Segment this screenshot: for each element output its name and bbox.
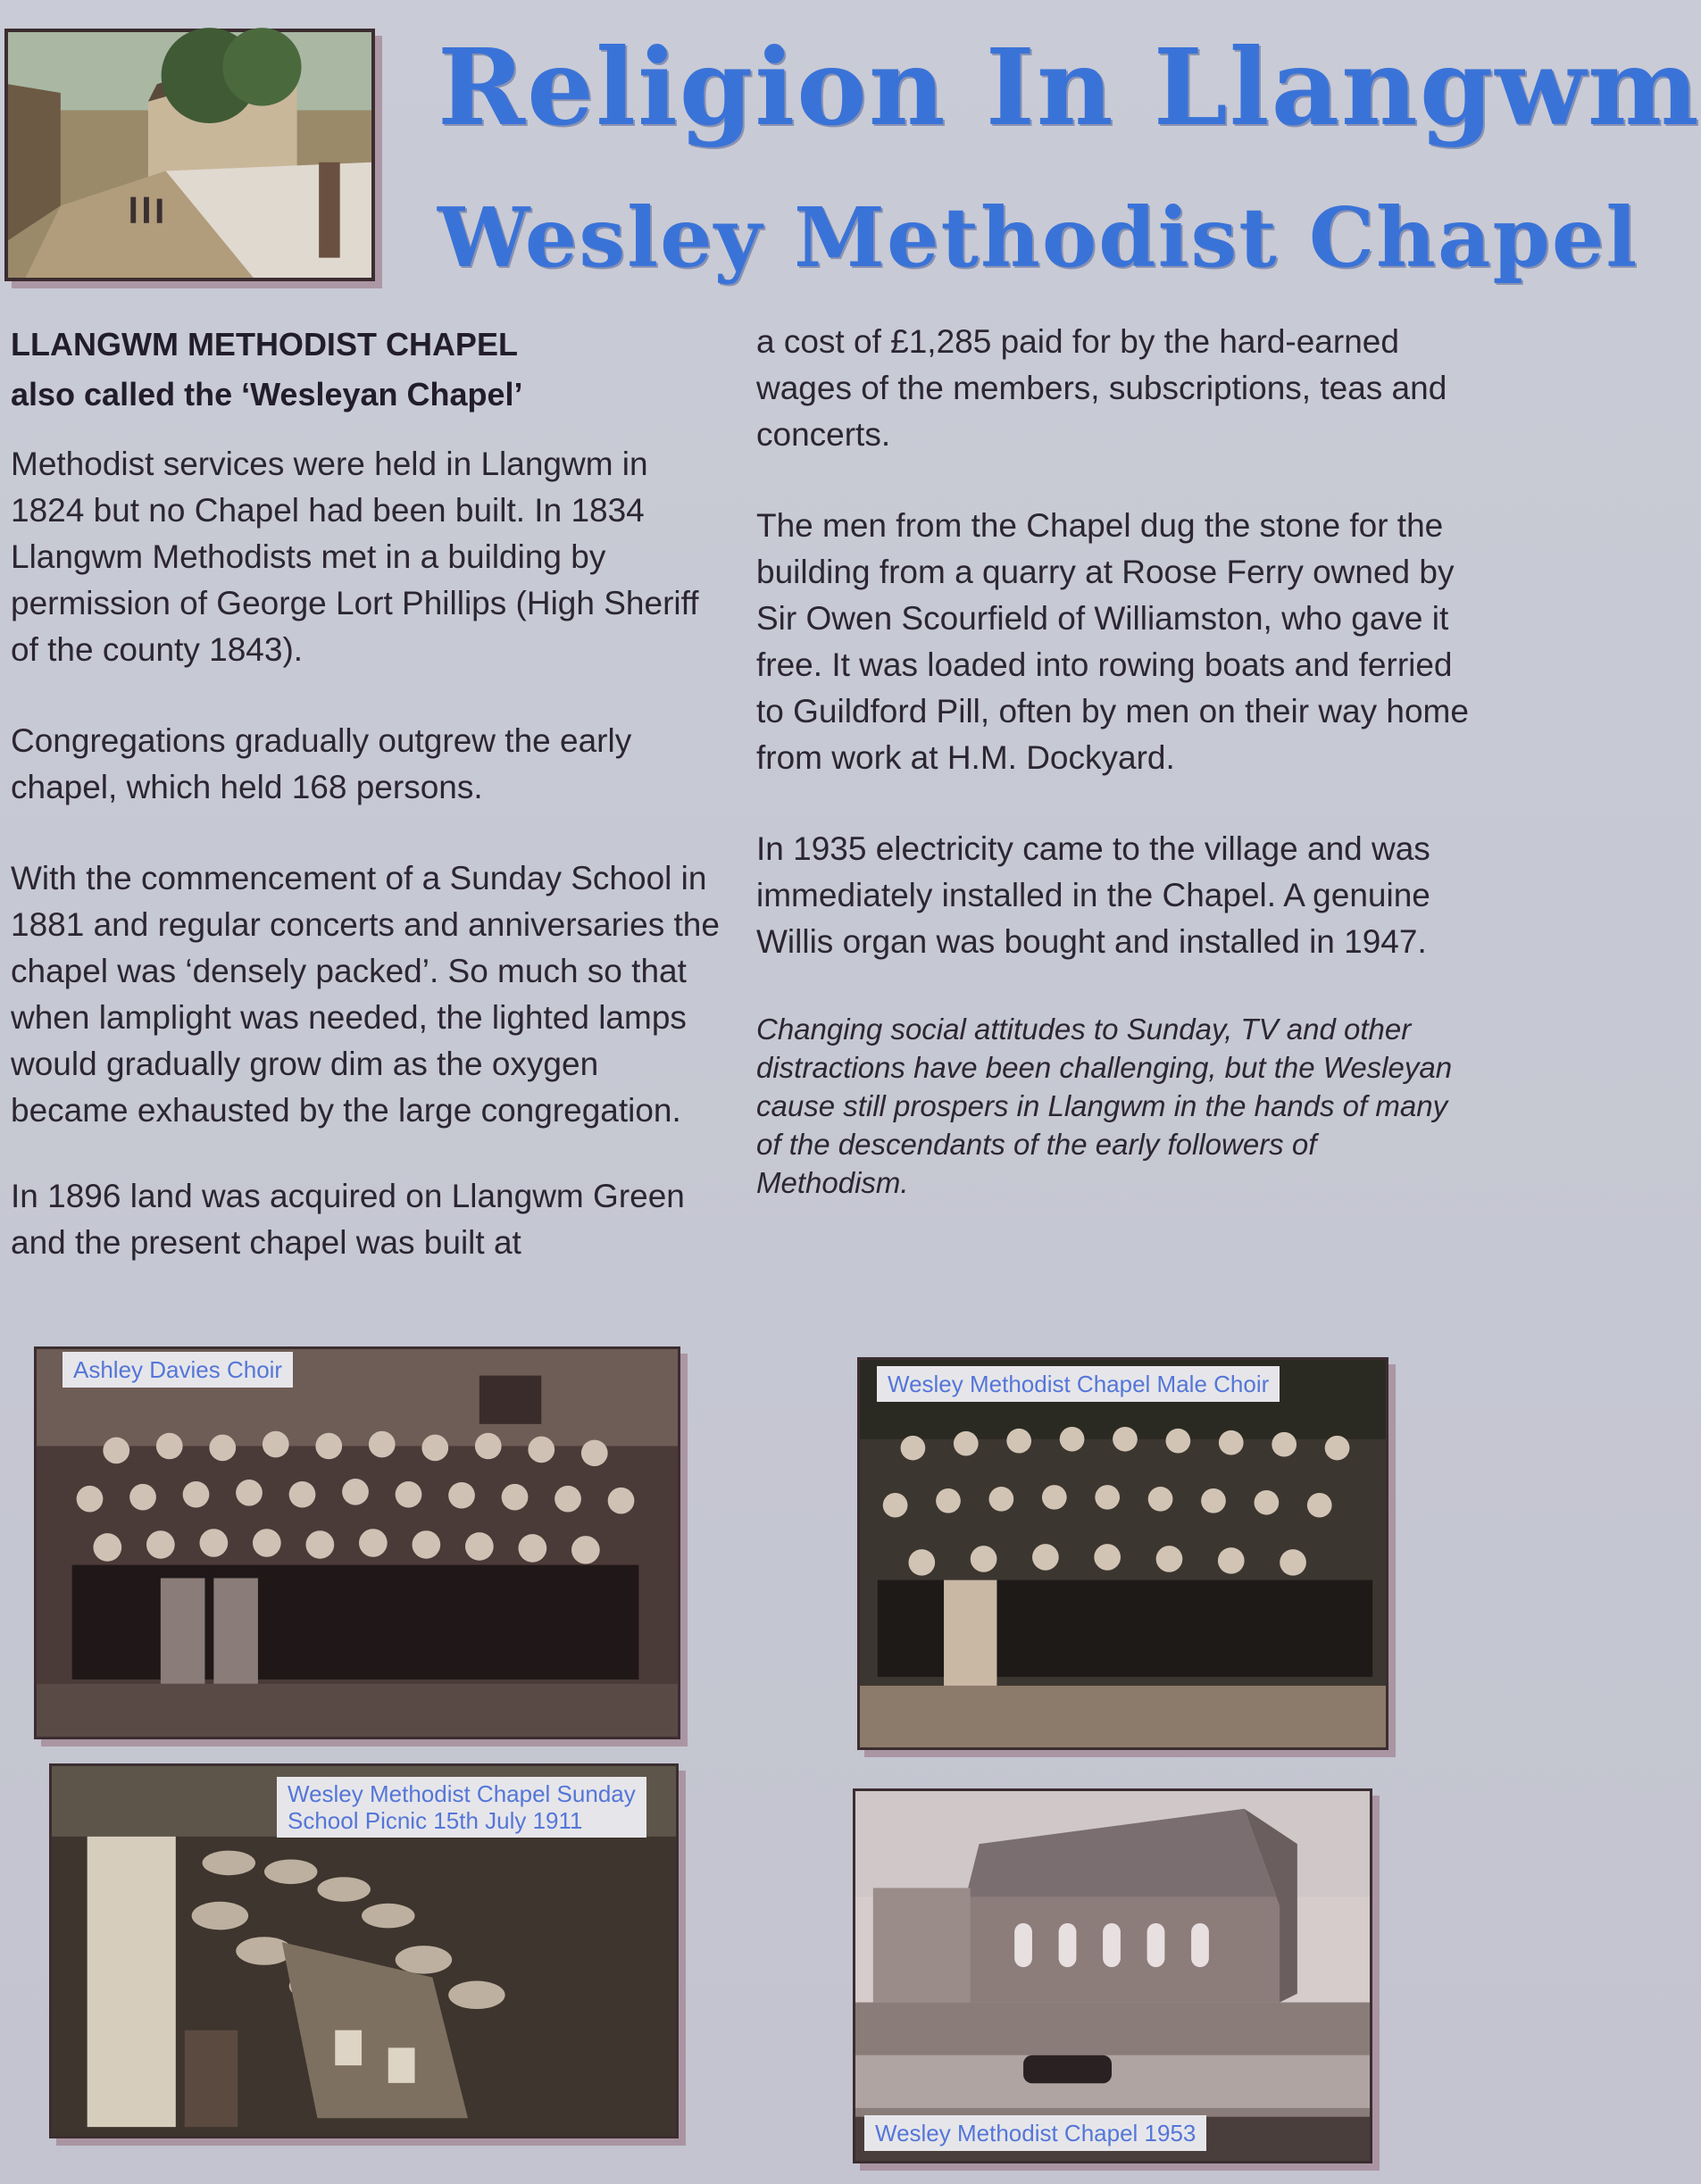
street-photo bbox=[4, 29, 375, 281]
choir-photo bbox=[34, 1346, 680, 1739]
paragraph: In 1935 electricity came to the village and was immediately installed in the Chapel. A genuine Willis organ was bought and installed in 1947. bbox=[756, 830, 1430, 960]
male-choir-caption: Wesley Methodist Chapel Male Choir bbox=[877, 1366, 1280, 1402]
paragraph: In 1896 land was acquired on Llangwm Green and the present chapel was built at bbox=[11, 1178, 685, 1261]
closing-paragraph: Changing social attitudes to Sunday, TV and other distractions have been challenging, but the Wesleyan cause still prospers in Llangwm in the hands of many of the descendants of the early followers of Methodism. bbox=[756, 1013, 1453, 1199]
male-choir-photo bbox=[857, 1357, 1388, 1750]
picnic-caption bbox=[277, 1777, 646, 1838]
picnic-caption-line-1: Wesley Methodist Chapel Sunday bbox=[288, 1780, 636, 1807]
chapel-photo bbox=[853, 1788, 1372, 2163]
paragraph: a cost of £1,285 paid for by the hard-earned wages of the members, subscriptions, teas and concerts. bbox=[756, 323, 1447, 453]
heading-line-1: LLANGWM METHODIST CHAPEL bbox=[11, 326, 518, 363]
paragraph: Congregations gradually outgrew the early chapel, which held 168 persons. bbox=[11, 722, 632, 805]
page-subtitle: Wesley Methodist Chapel bbox=[438, 189, 1639, 286]
page-title: Religion In Llangwm bbox=[438, 25, 1701, 149]
picnic-caption-line-2: School Picnic 15th July 1911 bbox=[288, 1807, 583, 1834]
chapel-caption: Wesley Methodist Chapel 1953 bbox=[864, 2115, 1206, 2151]
heading-line-2: also called the ‘Wesleyan Chapel’ bbox=[11, 376, 523, 413]
paragraph: With the commencement of a Sunday School in 1881 and regular concerts and anniversaries the chapel was ‘densely packed’. So much so that when lamplight was needed, the lighted lamps would gradually grow dim as the oxygen became exhausted by the large congregation. bbox=[11, 860, 720, 1129]
paragraph: The men from the Chapel dug the stone for the building from a quarry at Roose Ferry owned by Sir Owen Scourfield of Williamston, who gave it free. It was loaded into rowing boats and ferried to Guildford Pill, often by men on their way home from work at H.M. Dockyard. bbox=[756, 507, 1469, 776]
choir-caption: Ashley Davies Choir bbox=[63, 1352, 293, 1388]
left-column bbox=[11, 320, 725, 1311]
right-column bbox=[756, 319, 1471, 1246]
section-heading bbox=[11, 320, 725, 420]
paragraph: Methodist services were held in Llangwm in 1824 but no Chapel had been built. In 1834 Llangwm Methodists met in a building by permission of George Lort Phillips (High Sheriff of the county 1843). bbox=[11, 446, 699, 668]
